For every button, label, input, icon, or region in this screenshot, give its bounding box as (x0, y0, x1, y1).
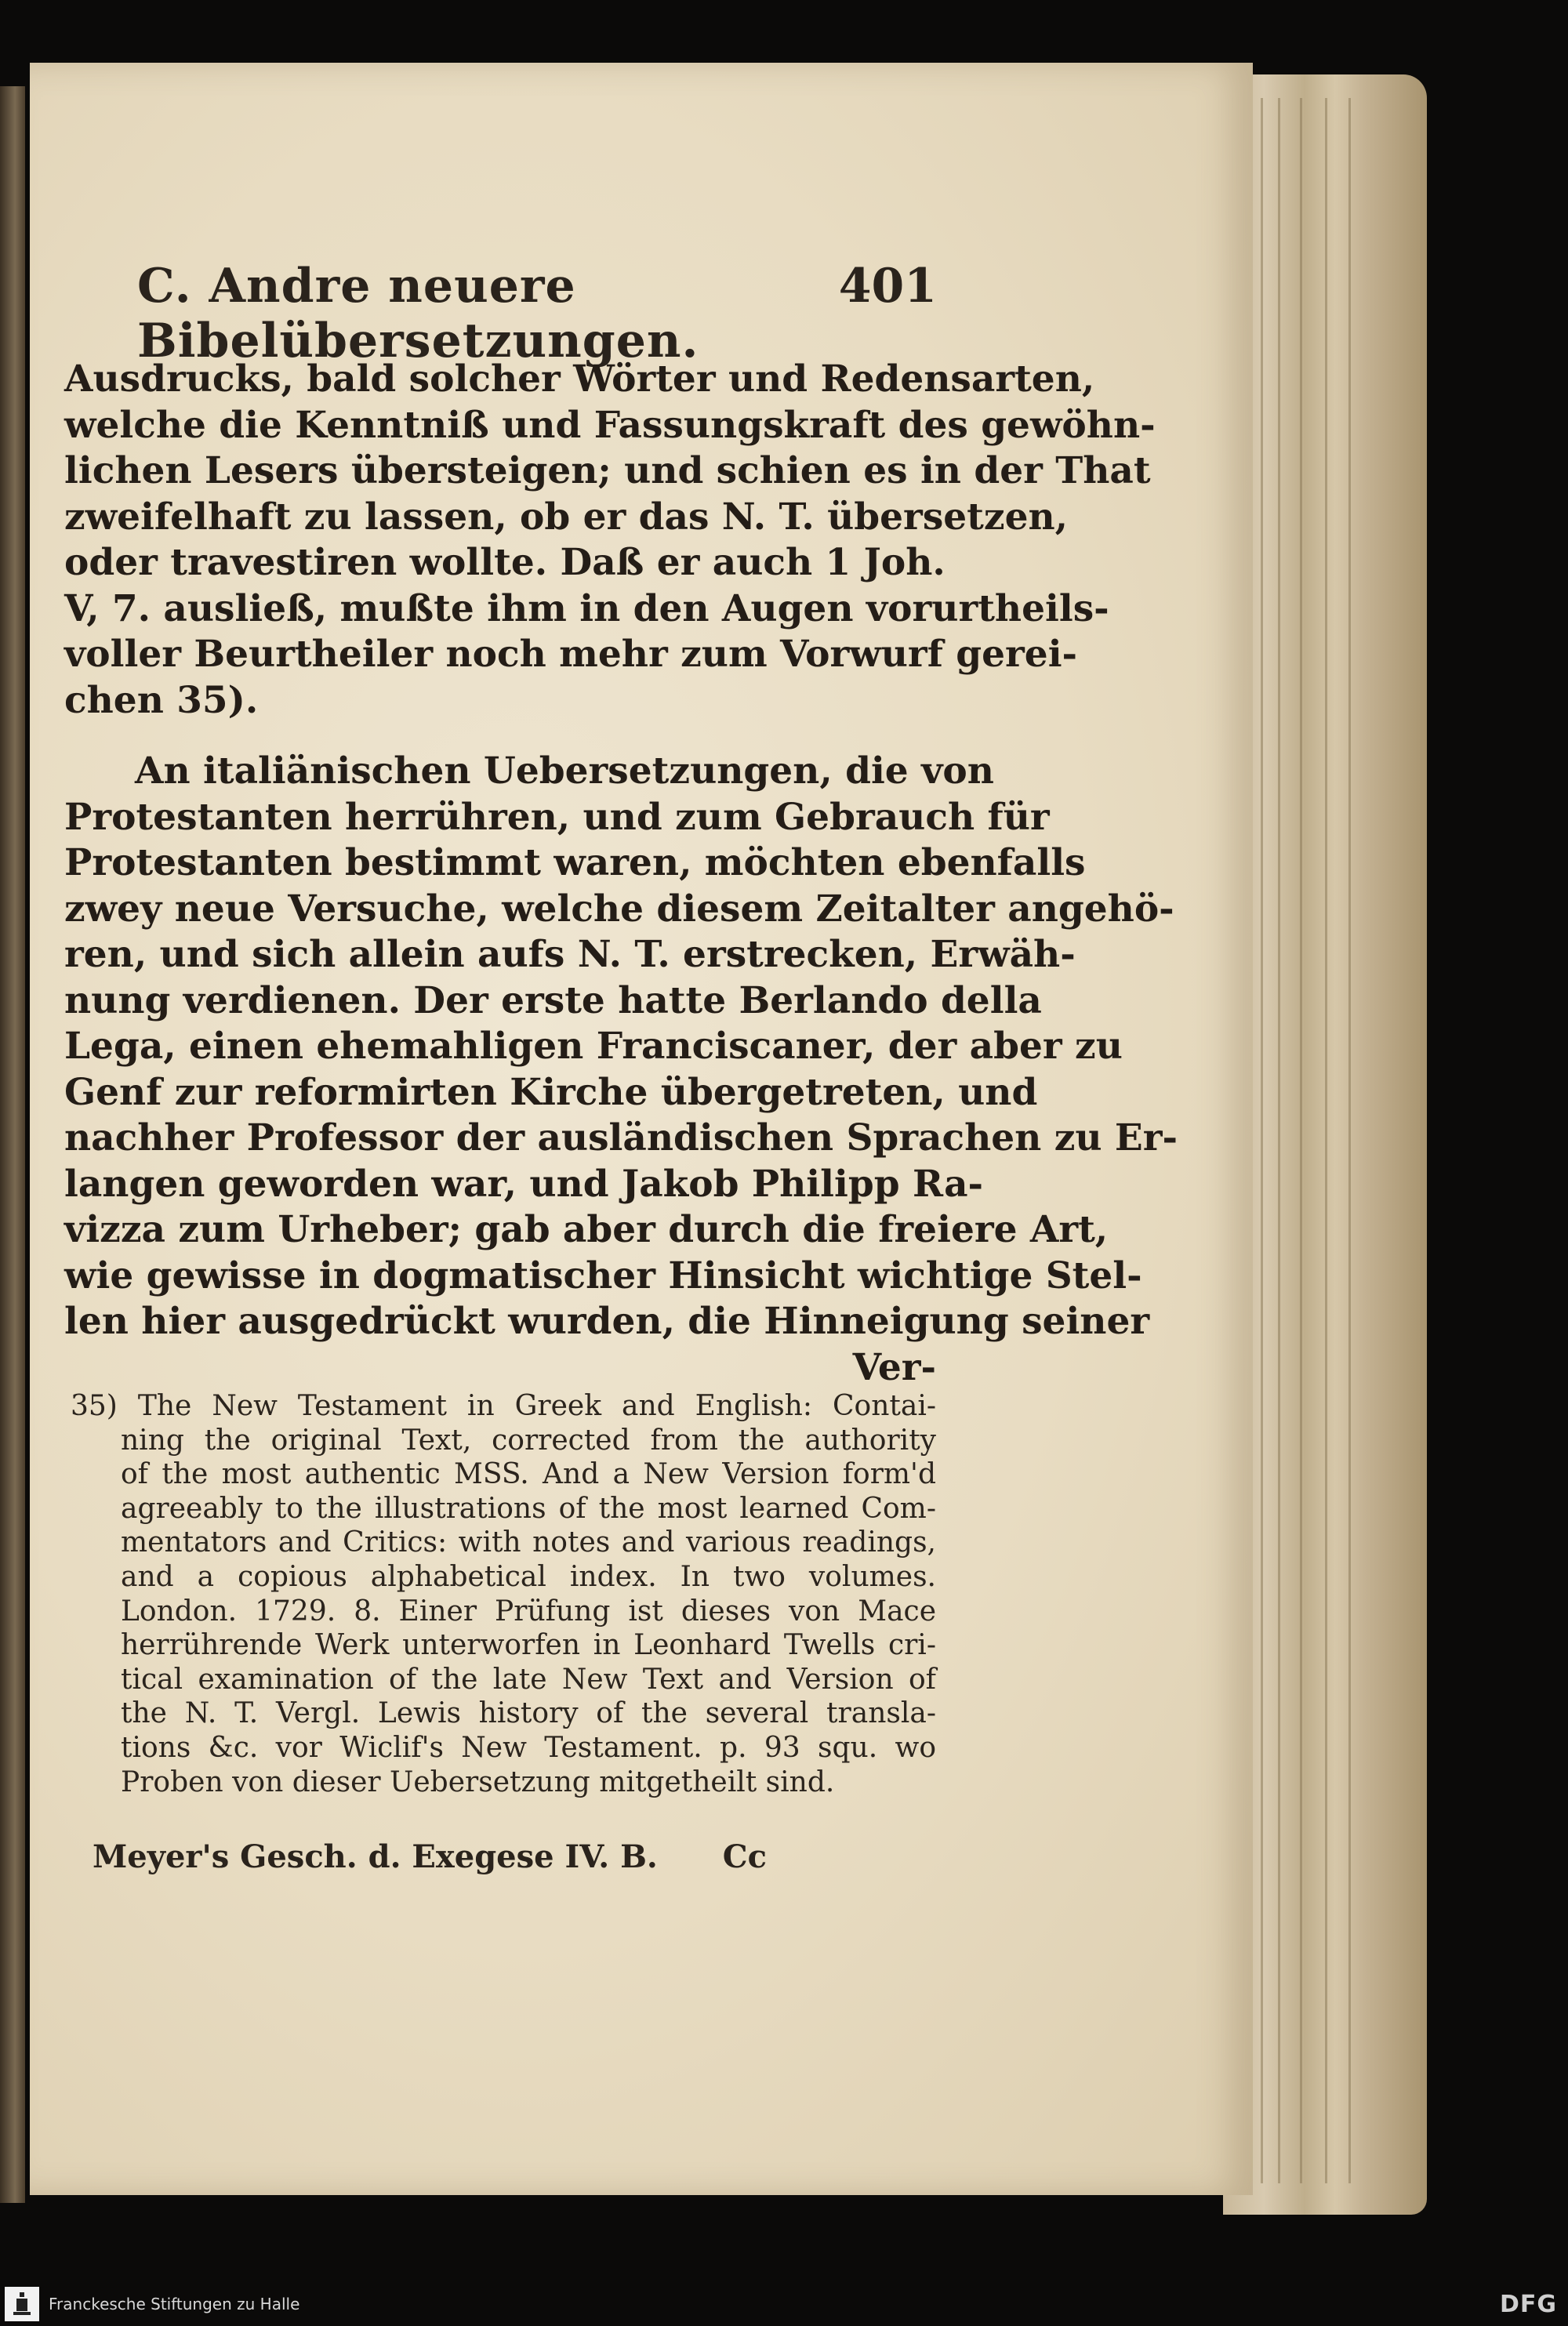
institution-logo-icon (5, 2287, 39, 2321)
paragraph-1 (64, 357, 1156, 724)
text-line: vizza zum Urheber; gab aber durch die freiere Art, (64, 1208, 1109, 1251)
footnote-line: mentators and Critics: with notes and various readings, (121, 1526, 936, 1559)
text-line: ren, und sich allein aufs N. T. erstrecken, Erwäh- (64, 933, 1076, 976)
text-line: len hier ausgedrückt wurden, die Hinneigung seiner (64, 1300, 1150, 1343)
signature-title: Meyer's Gesch. d. Exegese IV. B. (93, 1838, 658, 1875)
text-line: voller Beurtheiler noch mehr zum Vorwurf gerei- (64, 633, 1078, 676)
text-line: nachher Professor der ausländischen Sprachen zu Er- (64, 1116, 1178, 1159)
text-line: Lega, einen ehemahligen Franciscaner, der aber zu (64, 1025, 1123, 1068)
text-line: chen 35). (64, 678, 259, 722)
running-header (137, 259, 937, 368)
text-line: An italiänischen Uebersetzungen, die von (135, 749, 994, 793)
footnote-line: tical examination of the late New Text and Version of (121, 1663, 936, 1696)
signature-mark: Cc (722, 1838, 767, 1875)
left-page-edge (0, 86, 25, 2203)
viewer-footer (0, 2282, 1568, 2326)
footnote-line: of the most authentic MSS. And a New Version form'd (121, 1458, 936, 1491)
footnote-line: agreeably to the illustrations of the most learned Com- (121, 1492, 936, 1525)
text-line: Genf zur reformirten Kirche übergetreten, und (64, 1070, 1038, 1114)
footnote-line: tions &c. vor Wiclif's New Testament. p. 93 squ. wo (121, 1731, 936, 1764)
footnote-line: London. 1729. 8. Einer Prüfung ist dieses von Mace (121, 1595, 936, 1627)
footnote-35 (71, 1389, 936, 1799)
text-line: welche die Kenntniß und Fassungskraft des gewöhn- (64, 403, 1156, 447)
footnote-line: and a copious alphabetical index. In two volumes. (121, 1560, 936, 1593)
footnote-line: Proben von dieser Uebersetzung mitgetheilt sind. (121, 1765, 835, 1798)
text-line: Protestanten herrühren, und zum Gebrauch für (64, 795, 1050, 839)
catchword: Ver- (852, 1345, 936, 1389)
page-stack-edge (1223, 74, 1427, 2215)
text-line: lichen Lesers übersteigen; und schien es in der That (64, 449, 1151, 492)
institution-name: Franckesche Stiftungen zu Halle (49, 2295, 300, 2313)
footnote-line: 35) The New Testament in Greek and English: Contai- (71, 1390, 936, 1422)
page-number: 401 (838, 259, 937, 314)
dfg-logo: DFG (1499, 2290, 1557, 2318)
text-line: nung verdienen. Der erste hatte Berlando della (64, 978, 1042, 1022)
text-line: V, 7. ausließ, mußte ihm in den Augen vorurtheils- (64, 586, 1109, 630)
text-line: zweifelhaft zu lassen, ob er das N. T. übersetzen, (64, 495, 1069, 539)
text-line: langen geworden war, und Jakob Philipp Ra- (64, 1162, 984, 1206)
footnote-line: ning the original Text, corrected from the authority (121, 1424, 936, 1457)
text-line: oder travestiren wollte. Daß er auch 1 Joh. (64, 541, 946, 584)
text-line: Ausdrucks, bald solcher Wörter und Redensarten, (64, 357, 1095, 401)
text-line: zwey neue Versuche, welche diesem Zeitalter angehö- (64, 887, 1174, 931)
footnote-line: herrührende Werk unterworfen in Leonhard Twells cri- (121, 1629, 936, 1662)
running-title: C. Andre neuere Bibelübersetzungen. (137, 259, 699, 368)
text-line: wie gewisse in dogmatischer Hinsicht wichtige Stel- (64, 1254, 1142, 1297)
signature-line (93, 1838, 767, 1875)
paragraph-2 (64, 749, 1178, 1391)
text-line: Protestanten bestimmt waren, möchten ebenfalls (64, 841, 1086, 884)
footnote-line: the N. T. Vergl. Lewis history of the several transla- (121, 1697, 936, 1730)
